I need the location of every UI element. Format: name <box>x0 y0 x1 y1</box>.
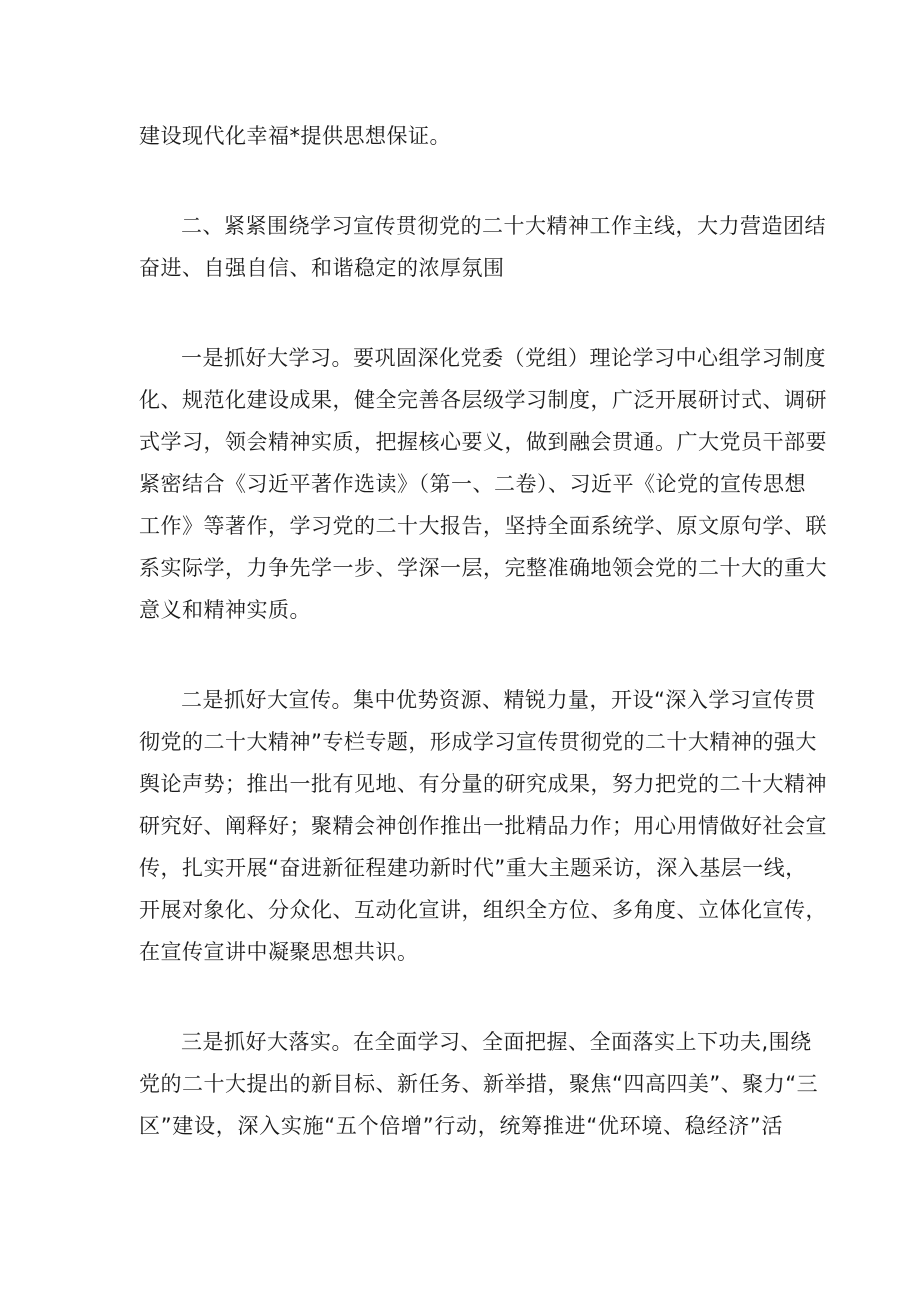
text-line: 二、紧紧围绕学习宣传贯彻党的二十大精神工作主线，大力营造团结 <box>181 214 826 238</box>
text-line: 奋进、自强自信、和谐稳定的浓厚氛围 <box>139 256 505 280</box>
document-body <box>139 118 827 1144</box>
text-line: 紧密结合《习近平著作选读》（第一、二卷）、习近平《论党的宣传思想 <box>139 472 806 496</box>
section-heading-2 <box>139 208 826 286</box>
text-line: 意义和精神实质。 <box>139 598 311 622</box>
text-line: 建设现代化幸福*提供思想保证。 <box>139 124 451 148</box>
text-line: 三是抓好大落实。在全面学习、全面把握、全面落实上下功夫,围绕 <box>181 1030 812 1054</box>
text-line: 在宣传宣讲中凝聚思想共识。 <box>139 940 419 964</box>
text-line: 工作》等著作，学习党的二十大报告，坚持全面系统学、原文原句学、联 <box>139 514 827 538</box>
paragraph-publicity <box>139 682 827 970</box>
text-line: 一是抓好大学习。要巩固深化党委（党组）理论学习中心组学习制度 <box>181 346 826 370</box>
paragraph-study <box>139 340 827 628</box>
text-line: 舆论声势；推出一批有见地、有分量的研究成果，努力把党的二十大精神 <box>139 772 827 796</box>
paragraph-intro-continuation <box>139 118 783 154</box>
text-line: 二是抓好大宣传。集中优势资源、精锐力量，开设“深入学习宣传贯 <box>181 688 816 712</box>
text-line: 式学习，领会精神实质，把握核心要义，做到融会贯通。广大党员干部要 <box>139 430 827 454</box>
text-line: 彻党的二十大精神”专栏专题，形成学习宣传贯彻党的二十大精神的强大 <box>139 730 817 754</box>
paragraph-implement <box>139 1024 819 1144</box>
text-line: 研究好、阐释好；聚精会神创作推出一批精品力作；用心用情做好社会宣 <box>139 814 827 838</box>
text-line: 传，扎实开展“奋进新征程建功新时代”重大主题采访，深入基层一线， <box>139 856 807 880</box>
text-line: 化、规范化建设成果，健全完善各层级学习制度，广泛开展研讨式、调研 <box>139 388 827 412</box>
text-line: 系实际学，力争先学一步、学深一层，完整准确地领会党的二十大的重大 <box>139 556 827 580</box>
text-line: 区”建设，深入实施“五个倍增”行动，统筹推进“优环境、稳经济”活 <box>139 1114 783 1138</box>
text-line: 开展对象化、分众化、互动化宣讲，组织全方位、多角度、立体化宣传， <box>139 898 827 922</box>
text-line: 党的二十大提出的新目标、新任务、新举措，聚焦“四高四美”、聚力“三 <box>139 1072 819 1096</box>
